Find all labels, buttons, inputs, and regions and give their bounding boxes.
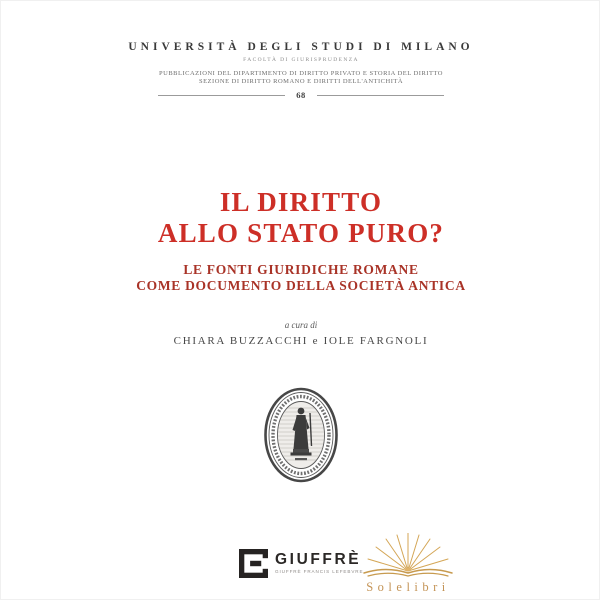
title-line-2: ALLO STATO PURO? [157, 218, 445, 248]
giuffre-square-icon [239, 549, 268, 578]
faculty-name: FACOLTÀ DI GIURISPRUDENZA [243, 57, 359, 63]
editor-names: CHIARA BUZZACCHI e IOLE FARGNOLI [173, 335, 429, 347]
subtitle-line-1: LE FONTI GIURIDICHE ROMANE [183, 262, 419, 277]
title-line-1: IL DIRITTO [219, 187, 383, 217]
divider-rule-left [158, 95, 285, 96]
solelibri-logo [356, 533, 460, 595]
volume-number: 68 [296, 90, 306, 100]
colophon-wordmark: Solelibri [366, 580, 450, 594]
title-block [1, 187, 600, 294]
series-line-2: SEZIONE DI DIRITTO ROMANO E DIRITTI DELL'ANTICHITÀ [198, 78, 404, 85]
publisher-subline: GIUFFRÈ FRANCIS LEFEBVRE [275, 569, 364, 574]
volume-divider [1, 90, 600, 100]
publisher-wordmark: GIUFFRÈ [275, 551, 362, 568]
series-header [1, 41, 600, 86]
giuffre-logo [239, 549, 363, 578]
solelibri-sun-book-icon [356, 533, 460, 579]
series-line-1: PUBBLICAZIONI DEL DIPARTIMENTO DI DIRITTO PRIVATO E STORIA DEL DIRITTO [159, 70, 443, 77]
university-seal-icon [262, 386, 340, 484]
subtitle-line-2: COME DOCUMENTO DELLA SOCIETÀ ANTICA [136, 278, 466, 293]
editors-block [1, 320, 600, 347]
university-name: UNIVERSITÀ DEGLI STUDI DI MILANO [128, 41, 474, 53]
divider-rule-right [317, 95, 444, 96]
curated-by-label: a cura di [284, 320, 318, 330]
